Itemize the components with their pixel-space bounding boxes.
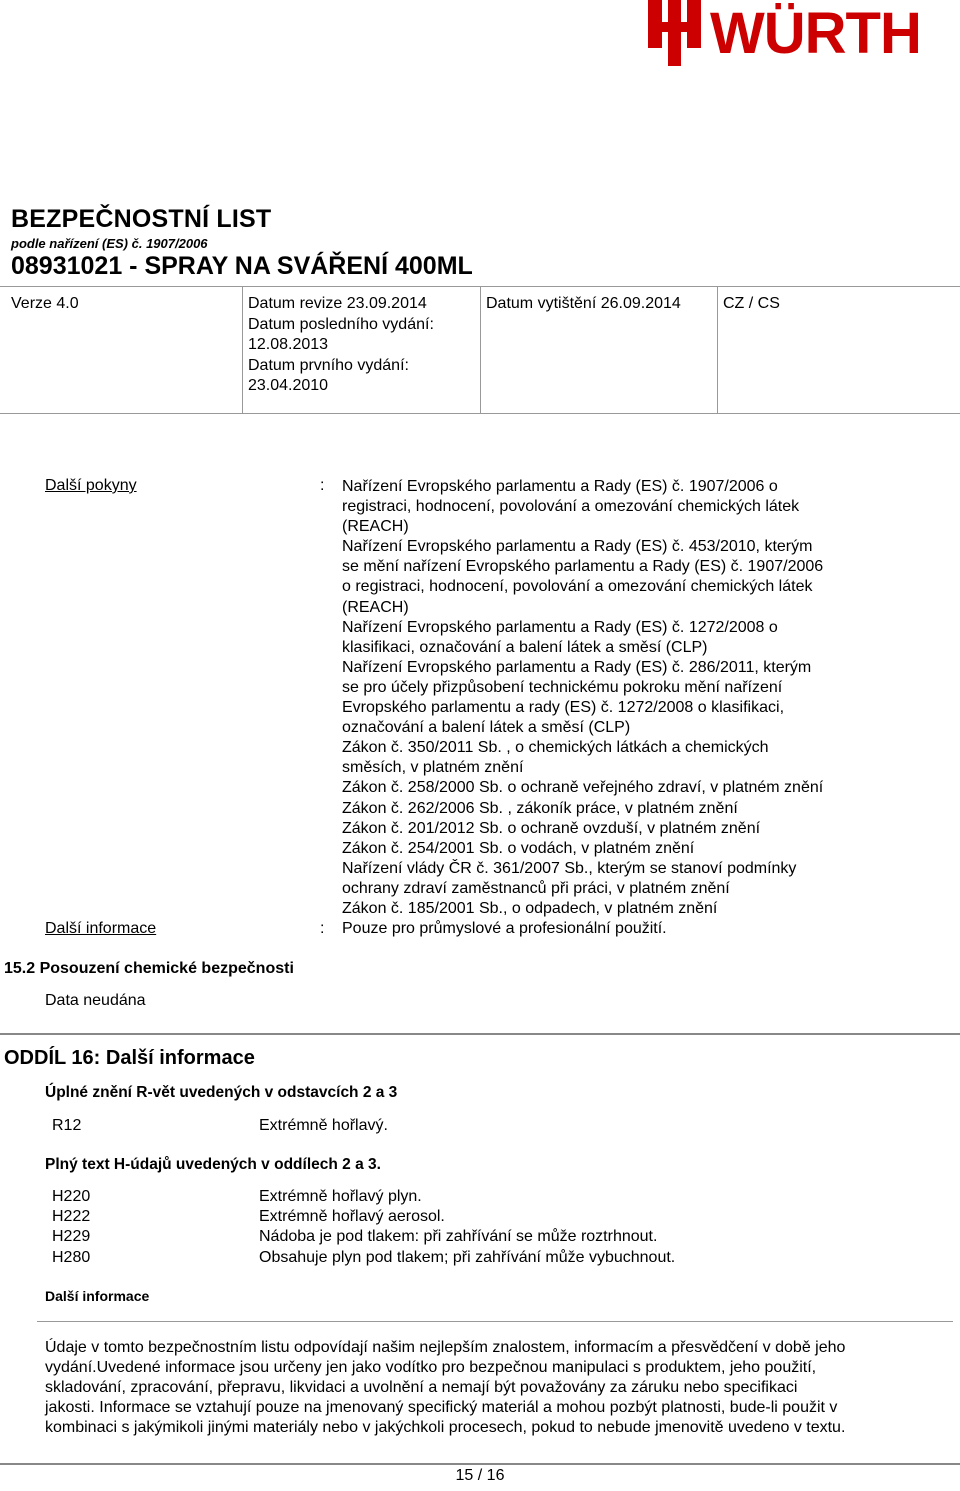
subsection-15-2-title: 15.2 Posouzení chemické bezpečnosti xyxy=(4,960,294,977)
print-date: Datum vytištění 26.09.2014 xyxy=(486,295,681,312)
colon: : xyxy=(320,920,325,937)
disclaimer-line: Údaje v tomto bezpečnostním listu odpovídají našim nejlepším znalostem, informacím a přesvědčení v době jeho xyxy=(45,1339,846,1356)
wurth-logo xyxy=(648,0,960,66)
dalsi-informace-label: Další informace xyxy=(45,920,157,937)
regulation-line: klasifikaci, označování a balení látek a směsí (CLP) xyxy=(342,638,708,656)
regulation-line: Nařízení Evropského parlamentu a Rady (ES) č. 1272/2008 o xyxy=(342,618,778,636)
regulation-line: Nařízení Evropského parlamentu a Rady (ES) č. 453/2010, kterým xyxy=(342,538,813,556)
regulation-line: o registraci, hodnocení, povolování a omezování chemických látek xyxy=(342,578,813,596)
r-code: R12 xyxy=(52,1117,82,1134)
r-phrases-heading: Úplné znění R-vět uvedených v odstavcích 2 a 3 xyxy=(45,1084,398,1101)
section-16-divider xyxy=(0,1033,960,1035)
header-col-line-3 xyxy=(717,286,718,413)
h-code: H280 xyxy=(52,1248,91,1266)
regulations-list xyxy=(342,477,823,919)
h-text: Extrémně hořlavý aerosol. xyxy=(259,1208,445,1226)
regulation-line: Evropského parlamentu a rady (ES) č. 1272/2008 o klasifikaci, xyxy=(342,699,785,717)
r-text: Extrémně hořlavý. xyxy=(259,1117,388,1134)
disclaimer-line: skladování, zpracování, přepravu, likvidaci a uvolnění a nemají být považovány za záruku nebo specifikaci xyxy=(45,1379,798,1397)
further-info-heading: Další informace xyxy=(45,1288,150,1304)
regulation-line: směsích, v platném znění xyxy=(342,759,524,777)
regulation-line: registraci, hodnocení, povolování a omezování chemických látek xyxy=(342,498,800,516)
header-col-line-2 xyxy=(480,286,481,413)
regulation-line: se pro účely přizpůsobení technickému pokroku mění nařízení xyxy=(342,678,783,696)
colon: : xyxy=(320,477,325,494)
regulation-line: Zákon č. 254/2001 Sb. o vodách, v platném znění xyxy=(342,839,695,857)
footer-divider xyxy=(0,1463,960,1465)
regulation-line: Zákon č. 262/2006 Sb. , zákoník práce, v platném znění xyxy=(342,799,738,817)
h-text: Extrémně hořlavý plyn. xyxy=(259,1188,422,1205)
regulation-line: Zákon č. 201/2012 Sb. o ochraně ovzduší, v platném znění xyxy=(342,819,761,837)
regulation-line: se mění nařízení Evropského parlamentu a Rady (ES) č. 1907/2006 xyxy=(342,558,824,576)
regulation-line: (REACH) xyxy=(342,598,409,616)
locale: CZ / CS xyxy=(723,295,780,312)
page-number: 15 / 16 xyxy=(455,1467,505,1484)
first-issue-label: Datum prvního vydání: xyxy=(248,356,409,374)
first-issue-date: 23.04.2010 xyxy=(248,377,329,394)
regulation-line: Zákon č. 258/2000 Sb. o ochraně veřejného zdraví, v platném znění xyxy=(342,779,824,797)
h-text: Obsahuje plyn pod tlakem; při zahřívání může vybuchnout. xyxy=(259,1248,676,1266)
h-texts xyxy=(259,1187,675,1268)
regulation-line: Nařízení Evropského parlamentu a Rady (ES) č. 1907/2006 o xyxy=(342,478,778,495)
h-codes xyxy=(52,1187,90,1268)
revision-date: Datum revize 23.09.2014 xyxy=(248,295,427,312)
document-title: BEZPEČNOSTNÍ LIST xyxy=(11,205,272,233)
h-code: H220 xyxy=(52,1188,91,1205)
regulation-line: Zákon č. 185/2001 Sb., o odpadech, v platném znění xyxy=(342,899,718,917)
h-statements-heading: Plný text H-údajů uvedených v oddílech 2 a 3. xyxy=(45,1156,381,1173)
last-issue-label: Datum posledního vydání: xyxy=(248,315,434,333)
disclaimer-line: kombinaci s jakýmikoli jinými materiály nebo v jakýchkoli procesech, pokud to nebude jmenovitě uvedeno v textu. xyxy=(45,1419,846,1437)
version: Verze 4.0 xyxy=(11,295,79,312)
regulation-line: ochrany zdraví zaměstnanců při práci, v platném znění xyxy=(342,879,730,897)
dalsi-informace-value: Pouze pro průmyslové a profesionální použití. xyxy=(342,920,667,937)
logo-text: WÜRTH xyxy=(710,1,921,66)
regulation-line: Nařízení Evropského parlamentu a Rady (ES) č. 286/2011, kterým xyxy=(342,658,812,676)
h-code: H229 xyxy=(52,1228,91,1246)
regulation-line: Nařízení vlády ČR č. 361/2007 Sb., kterým se stanoví podmínky xyxy=(342,859,797,877)
header-divider-bottom xyxy=(0,413,960,414)
wurth-logo-mark xyxy=(648,0,960,66)
product-name: 08931021 - SPRAY NA SVÁŘENÍ 400ML xyxy=(11,252,473,280)
regulation-line: (REACH) xyxy=(342,518,409,536)
subsection-15-2-text: Data neudána xyxy=(45,992,146,1009)
h-code: H222 xyxy=(52,1208,91,1226)
dalsi-pokyny-label: Další pokyny xyxy=(45,477,137,494)
document-subtitle: podle nařízení (ES) č. 1907/2006 xyxy=(11,236,208,251)
header-col-line-1 xyxy=(242,286,243,413)
info-divider xyxy=(37,1321,953,1322)
disclaimer-text xyxy=(45,1338,945,1438)
disclaimer-line: vydání.Uvedené informace jsou určeny jen jako vodítko pro bezpečnou manipulaci s produktem, jeho použití, xyxy=(45,1359,817,1377)
last-issue-date: 12.08.2013 xyxy=(248,336,329,353)
disclaimer-line: jakosti. Informace se vztahují pouze na jmenovaný specifický materiál a mohou pozbýt platnosti, bude-li použit v xyxy=(45,1399,838,1417)
h-text: Nádoba je pod tlakem: při zahřívání se může roztrhnout. xyxy=(259,1228,658,1246)
regulation-line: Zákon č. 350/2011 Sb. , o chemických látkách a chemických xyxy=(342,739,769,757)
section-16-title: ODDÍL 16: Další informace xyxy=(4,1047,255,1069)
regulation-line: označování a balení látek a směsí (CLP) xyxy=(342,719,631,737)
revision-block xyxy=(248,294,434,397)
